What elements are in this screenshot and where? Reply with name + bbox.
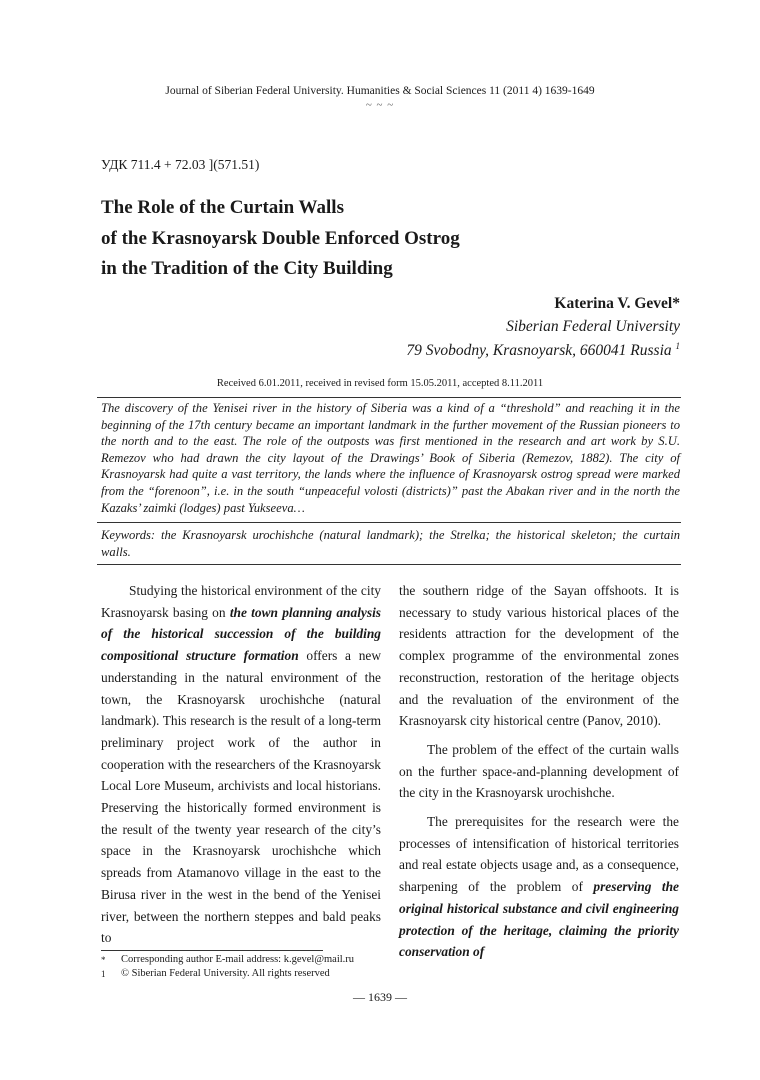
body-paragraph-3 (399, 811, 679, 963)
footnote-2-mark: 1 (101, 969, 106, 979)
page-number: — 1639 — (353, 990, 407, 1004)
abstract: The discovery of the Yenisei river in the history of Siberia was a kind of a “threshold” and reaching it in the beginning of the 17th century became an important landmark in the further movement of the Russian pioneers to the north and to the east. The role of the outposts was first mentioned in the research and art work by S.U. Remezov who had drawn the city layout of the Drawings’ Book of Siberia (Remezov, 1882). The city of Krasnoyarsk had quite a vast territory, the lands where the influence of Krasnoyarsk ostrog spread were marked from the “forenoon”, i.e. in the south “unpeaceful volosti (districts)” past the Abakan river and in the north the Kazaks’ zaimki (lodges) past Yukseeva… (101, 401, 680, 515)
footnote-2-text: © Siberian Federal University. All rights reserved (121, 968, 330, 979)
title-line-1: The Role of the Curtain Walls (101, 197, 344, 218)
p1-emphasis: the town planning analysis of the historical succession of the building compositional structure formation (101, 604, 381, 664)
footnote-1 (101, 953, 354, 967)
footnote-1-mark: * (101, 955, 106, 965)
body-column-right (399, 580, 679, 963)
body-paragraph-1 (101, 580, 381, 949)
address-footnote-mark: 1 (675, 341, 680, 351)
address-text: 79 Svobodny, Krasnoyarsk, 660041 Russia (406, 342, 672, 360)
body-paragraph-1-continued: the southern ridge of the Sayan offshoots. It is necessary to study various historical places of the residents attraction for the development of the complex programme of the environmental zones reconstruction, restoration of the heritage objects and the revaluation of the environment of the Krasnoyarsk city historical centre (Panov, 2010). (399, 583, 679, 729)
footnote-rule (101, 950, 323, 951)
p1-start: Studying the historical environment of the city Krasnoyarsk basing on (101, 583, 381, 620)
title-line-3: in the Tradition of the City Building (101, 258, 393, 279)
footnote-2 (101, 967, 330, 981)
body-paragraph-2: The problem of the effect of the curtain walls on the further space-and-planning development of the city in the Krasnoyarsk urochishche. (399, 741, 679, 801)
title-line-2: of the Krasnoyarsk Double Enforced Ostrog (101, 228, 460, 249)
author-address (406, 341, 680, 360)
author-name: Katerina V. Gevel* (554, 295, 680, 312)
p3-start: The prerequisites for the research were the processes of intensification of historical territories and real estate objects usage and, as a consequence, sharpening of the problem of (399, 814, 679, 895)
header-separator: ~ ~ ~ (365, 99, 395, 111)
keywords-bottom-rule (97, 564, 681, 565)
journal-header: Journal of Siberian Federal University. Humanities & Social Sciences 11 (2011 4) 1639-1649 (165, 85, 595, 97)
author-university: Siberian Federal University (506, 318, 680, 335)
body-column-left (101, 580, 381, 949)
udk-code: УДК 711.4 + 72.03 ](571.51) (101, 157, 260, 172)
received-dates: Received 6.01.2011, received in revised form 15.05.2011, accepted 8.11.2011 (216, 378, 544, 389)
abstract-top-rule (97, 397, 681, 398)
keywords-top-rule (97, 522, 681, 523)
footnote-1-text: Corresponding author E-mail address: k.gevel@mail.ru (121, 954, 355, 965)
p3-emphasis: preserving the original historical substance and civil engineering protection of the heritage, claiming the priority conservation of (399, 879, 679, 960)
p1-rest: offers a new understanding in the natural environment of the town, the Krasnoyarsk urochishche (natural landmark). This research is the result of a long-term preliminary project work of the author in cooperation with the researchers of the Krasnoyarsk Local Lore Museum, archivists and local historians. Preserving the historically formed environment is the result of the twenty year research of the city’s space in the Krasnoyarsk urochishche which spreads from Atamanovo village in the east to the Birusa river in the west in the bend of the Yenisei river, between the northern steppes and bald peaks to (101, 648, 381, 946)
keywords: Keywords: the Krasnoyarsk urochishche (natural landmark); the Strelka; the historical skeleton; the curtain walls. (101, 528, 680, 559)
